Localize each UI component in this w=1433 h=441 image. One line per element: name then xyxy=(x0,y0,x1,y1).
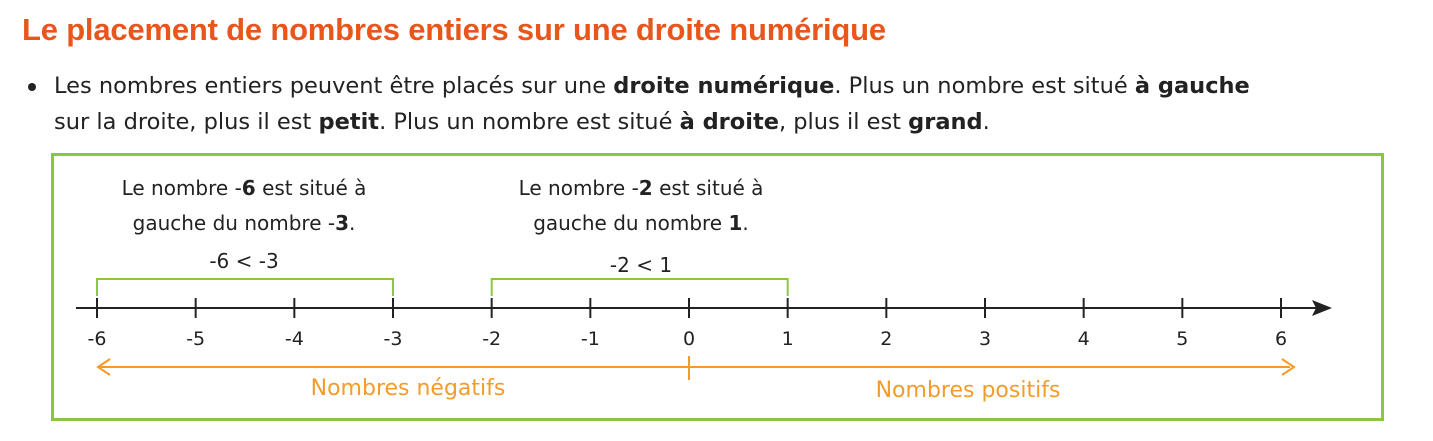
bullet-text-part: Les nombres entiers peuvent être placés sur une xyxy=(54,73,614,99)
comparison-bracket xyxy=(97,279,393,296)
page-title: Le placement de nombres entiers sur une droite numérique xyxy=(22,12,886,47)
tick-label: -6 xyxy=(87,328,107,350)
tick-label: 2 xyxy=(880,328,893,350)
tick-label: 3 xyxy=(978,328,992,350)
tick-label: -1 xyxy=(580,328,600,350)
negative-numbers-label: Nombres négatifs xyxy=(310,376,506,401)
comparison-bracket xyxy=(492,279,788,296)
bullet-text-part: . Plus un nombre est situé xyxy=(834,73,1135,99)
bullet-bold-petit: petit xyxy=(318,109,380,135)
inequality-right: -2 < 1 xyxy=(609,253,673,277)
tick-label: 0 xyxy=(682,328,696,350)
axis-ticks xyxy=(88,298,1288,350)
note-left-line1: Le nombre -6 est situé à xyxy=(121,176,367,200)
bullet-bold-grand: grand xyxy=(908,109,983,135)
comparison-brackets xyxy=(97,279,788,296)
tick-label: -5 xyxy=(186,328,206,350)
note-left-line2: gauche du nombre -3. xyxy=(132,211,356,235)
bullet-text-part: , plus il est xyxy=(778,109,909,135)
note-right-line1: Le nombre -2 est situé à xyxy=(518,176,764,200)
bullet-bold-a-droite: à droite xyxy=(679,109,779,135)
tick-label: -4 xyxy=(284,328,304,350)
positive-numbers-label: Nombres positifs xyxy=(875,378,1061,403)
bullet-text-part: sur la droite, plus il est xyxy=(54,109,319,135)
tick-label: 5 xyxy=(1176,328,1189,350)
bullet-bold-droite-numerique: droite numérique xyxy=(613,73,835,99)
bullet-text-part: . Plus un nombre est situé xyxy=(379,109,680,135)
tick-label: 6 xyxy=(1274,328,1288,350)
inequality-left: -6 < -3 xyxy=(209,249,279,273)
note-right-line2: gauche du nombre 1. xyxy=(533,211,749,235)
bullet-bold-a-gauche: à gauche xyxy=(1134,73,1250,99)
bullet-text-part: . xyxy=(982,109,990,135)
tick-label: 1 xyxy=(781,328,794,350)
tick-label: -2 xyxy=(482,328,502,350)
tick-label: -3 xyxy=(383,328,403,350)
tick-label: 4 xyxy=(1077,328,1090,350)
